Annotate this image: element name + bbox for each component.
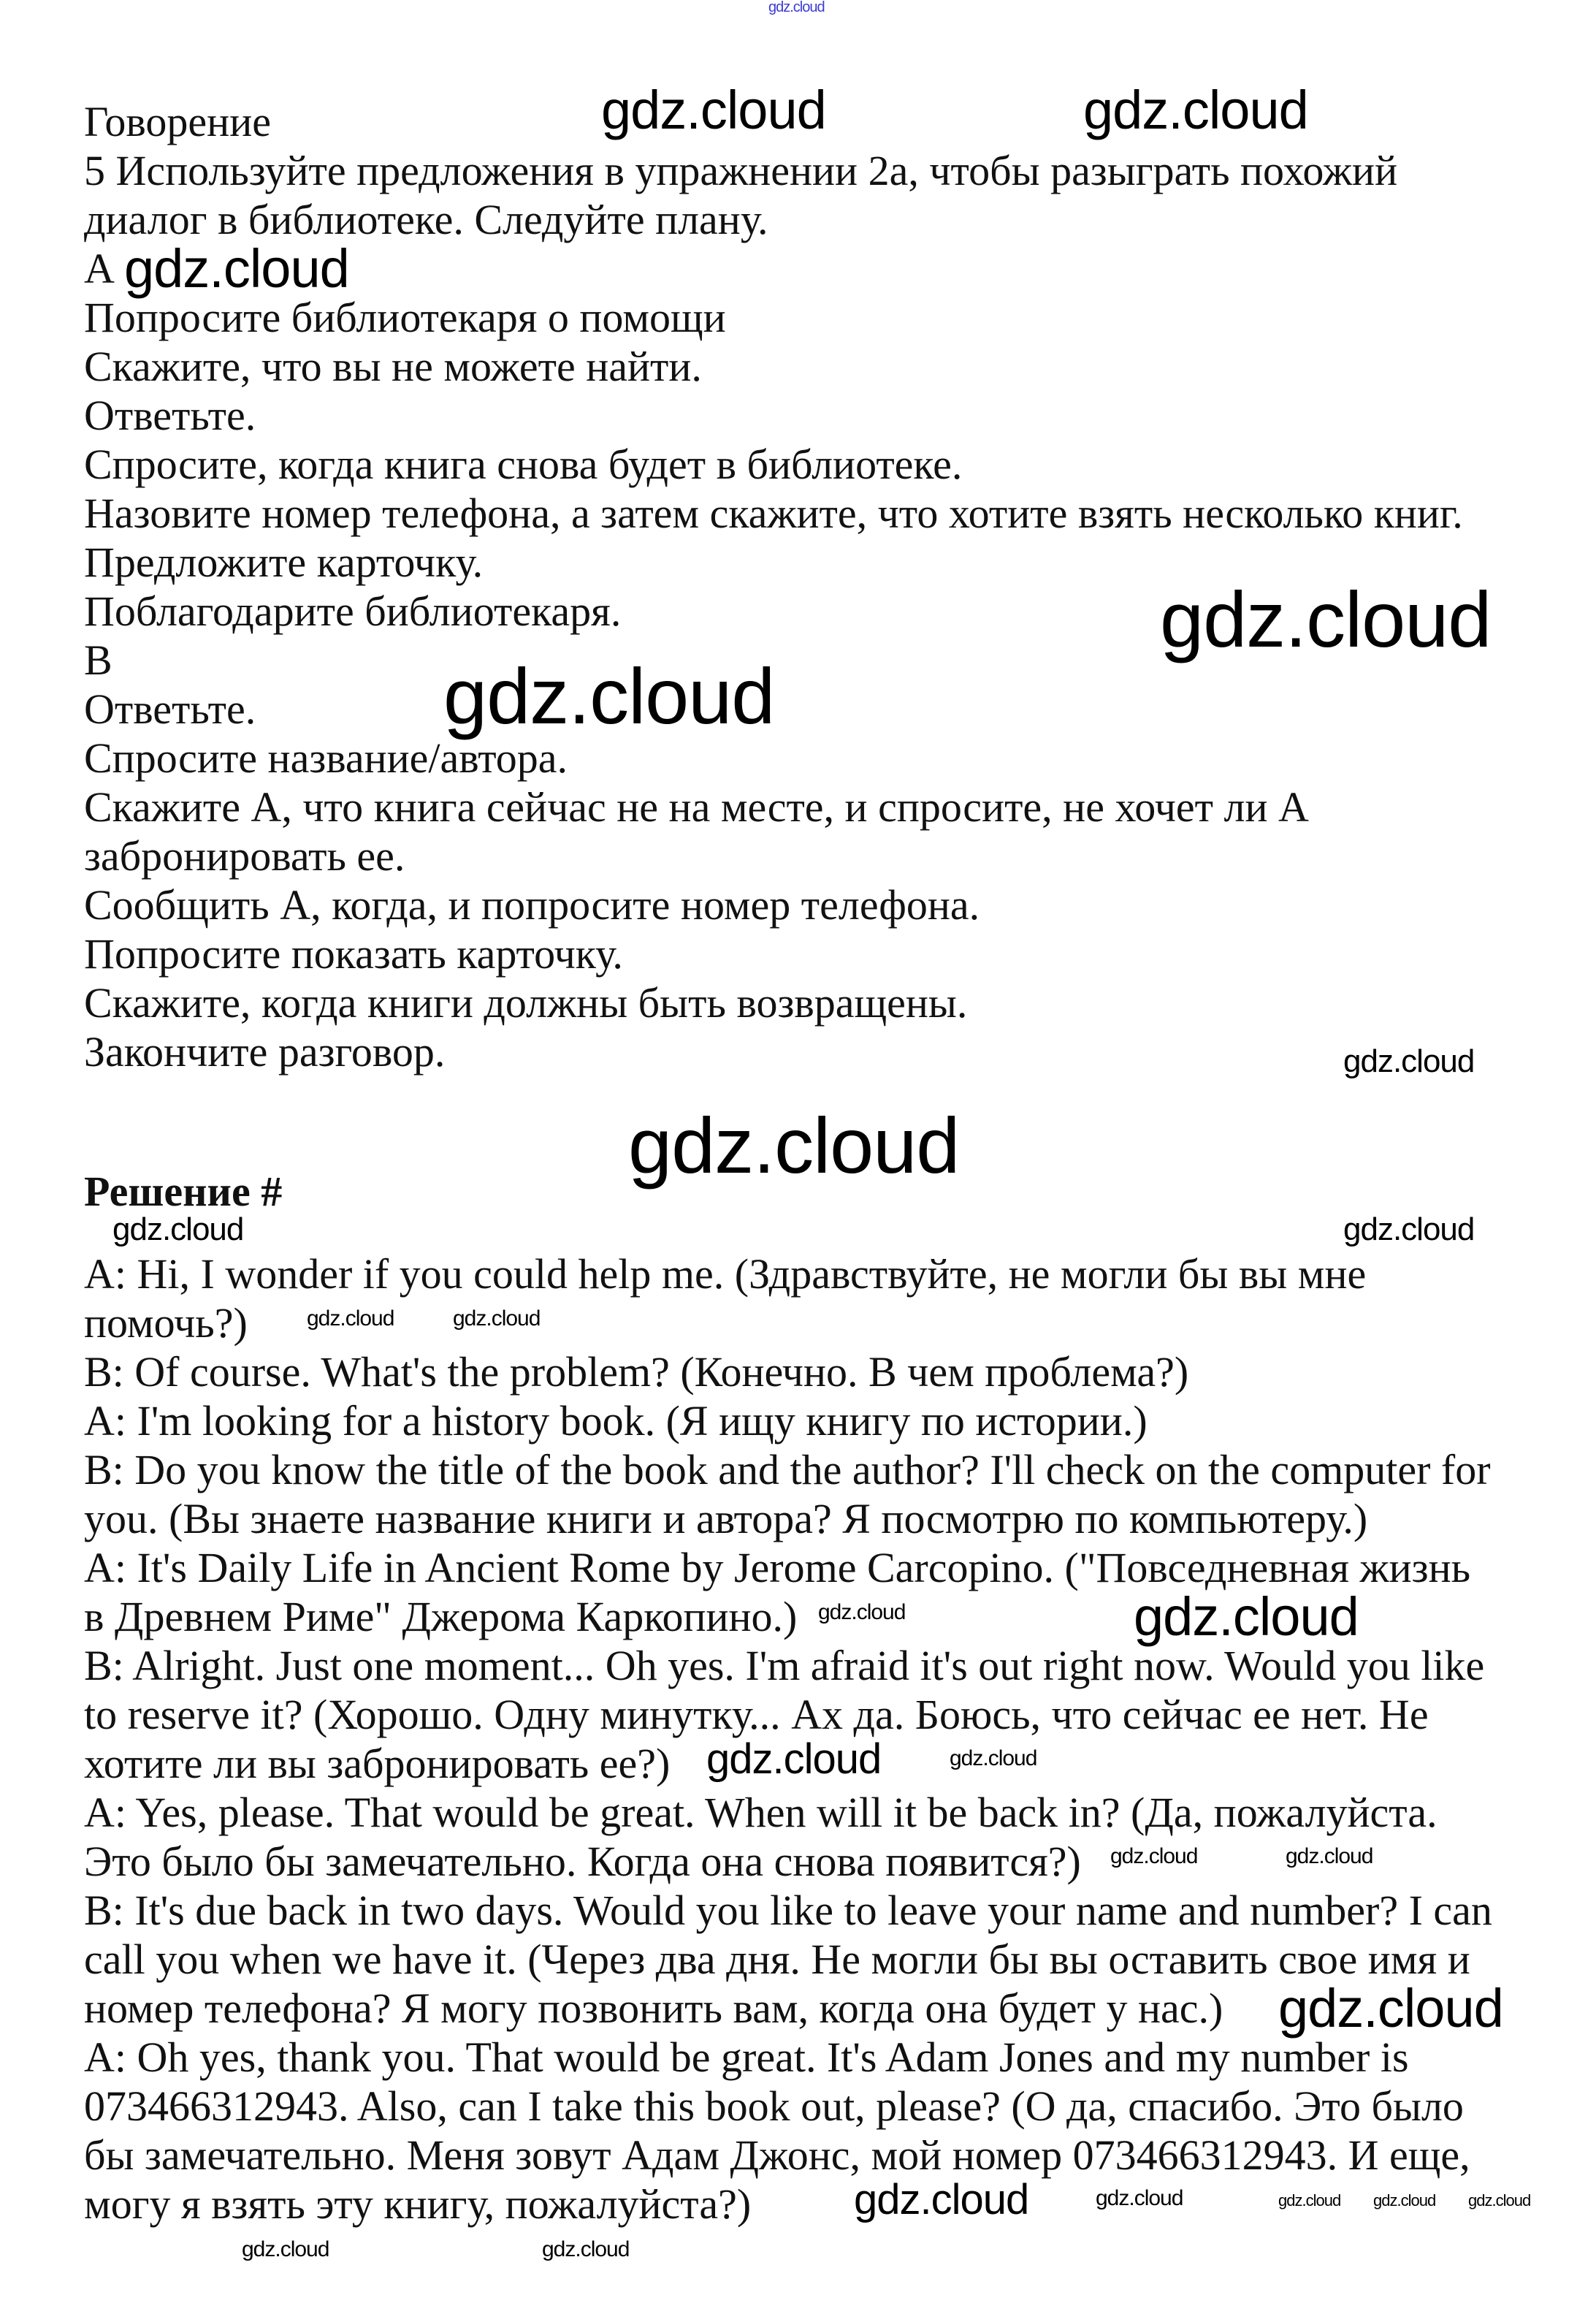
- dialogue-line: A: Hi, I wonder if you could help me. (Здравствуйте, не могли бы вы мне: [84, 1250, 1367, 1298]
- watermark: gdz.cloud: [601, 80, 826, 140]
- dialogue-line: 073466312943. Also, can I take this book out, please? (О да, спасибо. Это было: [84, 2082, 1464, 2130]
- watermark: gdz.cloud: [112, 1211, 244, 1247]
- dialogue-line: A: Yes, please. That would be great. When will it be back in? (Да, пожалуйста.: [84, 1789, 1437, 1836]
- dialogue-line: B: Do you know the title of the book and the author? I'll check on the computer for: [84, 1446, 1491, 1493]
- watermark: gdz.cloud: [242, 2237, 329, 2261]
- task-line: диалог в библиотеке. Следуйте плану.: [84, 196, 768, 243]
- watermark: gdz.cloud: [1134, 1586, 1359, 1647]
- dialogue-line: you. (Вы знаете название книги и автора? Я посмотрю по компьютеру.): [84, 1495, 1368, 1542]
- watermark: gdz.cloud: [768, 0, 825, 15]
- section-heading: Говорение: [84, 98, 271, 145]
- watermark: gdz.cloud: [307, 1306, 394, 1331]
- task-line: Скажите, когда книги должны быть возвращены.: [84, 979, 968, 1027]
- dialogue-line: могу я взять эту книгу, пожалуйста?): [84, 2180, 752, 2228]
- watermark: gdz.cloud: [706, 1735, 882, 1783]
- dialogue-line: call you when we have it. (Через два дня. Не могли бы вы оставить свое имя и: [84, 1936, 1470, 1983]
- dialogue-line: Это было бы замечательно. Когда она снова появится?): [84, 1838, 1081, 1885]
- task-line: Закончите разговор.: [84, 1028, 446, 1076]
- task-line: A: [84, 245, 115, 292]
- watermark: gdz.cloud: [542, 2237, 630, 2261]
- dialogue-line: бы замечательно. Меня зовут Адам Джонс, мой номер 073466312943. И еще,: [84, 2131, 1470, 2179]
- watermark: gdz.cloud: [453, 1306, 541, 1331]
- watermark: gdz.cloud: [1373, 2191, 1436, 2210]
- watermark: gdz.cloud: [854, 2176, 1029, 2223]
- task-line: B: [84, 636, 112, 684]
- task-line: Скажите, что вы не можете найти.: [84, 343, 702, 390]
- dialogue-line: A: Oh yes, thank you. That would be great. It's Adam Jones and my number is: [84, 2033, 1409, 2081]
- task-line: Спросите название/автора.: [84, 734, 568, 782]
- watermark: gdz.cloud: [1110, 1844, 1198, 1868]
- watermark: gdz.cloud: [1160, 575, 1492, 663]
- watermark: gdz.cloud: [1468, 2191, 1531, 2210]
- watermark: gdz.cloud: [950, 1746, 1037, 1770]
- task-line: Попросите показать карточку.: [84, 930, 623, 978]
- watermark: gdz.cloud: [818, 1600, 906, 1624]
- task-line: Ответьте.: [84, 392, 256, 439]
- task-line: Сообщить А, когда, и попросите номер телефона.: [84, 881, 980, 929]
- task-line: Назовите номер телефона, а затем скажите, что хотите взять несколько книг.: [84, 490, 1463, 537]
- task-line: Предложите карточку.: [84, 538, 484, 586]
- watermark: gdz.cloud: [1278, 1978, 1503, 2039]
- dialogue-line: B: Of course. What's the problem? (Конечно. В чем проблема?): [84, 1348, 1189, 1396]
- solution-title: Решение #: [84, 1168, 283, 1215]
- dialogue-line: A: I'm looking for a history book. (Я ищу книгу по истории.): [84, 1397, 1148, 1445]
- dialogue-line: помочь?): [84, 1299, 248, 1347]
- watermark: gdz.cloud: [628, 1101, 960, 1190]
- watermark: gdz.cloud: [1286, 1844, 1373, 1868]
- dialogue-line: B: It's due back in two days. Would you like to leave your name and number? I can: [84, 1887, 1492, 1934]
- watermark: gdz.cloud: [1278, 2191, 1341, 2210]
- watermark: gdz.cloud: [1343, 1043, 1475, 1079]
- dialogue-line: B: Alright. Just one moment... Oh yes. I'm afraid it's out right now. Would you like: [84, 1642, 1485, 1689]
- task-line: 5 Используйте предложения в упражнении 2а, чтобы разыграть похожий: [84, 147, 1398, 194]
- watermark: gdz.cloud: [1343, 1211, 1475, 1247]
- task-line: Скажите А, что книга сейчас не на месте, и спросите, не хочет ли А: [84, 783, 1309, 831]
- watermark: gdz.cloud: [1096, 2186, 1183, 2210]
- task-line: Спросите, когда книга снова будет в библиотеке.: [84, 441, 963, 488]
- dialogue-line: to reserve it? (Хорошо. Одну минутку... Ах да. Боюсь, что сейчас ее нет. Не: [84, 1691, 1429, 1738]
- watermark: gdz.cloud: [1083, 80, 1308, 140]
- task-line: Ответьте.: [84, 685, 256, 733]
- dialogue-line: в Древнем Риме" Джерома Каркопино.): [84, 1593, 798, 1640]
- task-line: Поблагодарите библиотекаря.: [84, 587, 622, 635]
- dialogue-line: A: It's Daily Life in Ancient Rome by Jerome Carcopino. ("Повседневная жизнь: [84, 1544, 1471, 1591]
- task-line: забронировать ее.: [84, 832, 405, 880]
- task-line: Попросите библиотекаря о помощи: [84, 294, 726, 341]
- dialogue-line: хотите ли вы забронировать ее?): [84, 1740, 671, 1787]
- watermark: gdz.cloud: [443, 652, 775, 740]
- watermark: gdz.cloud: [124, 238, 349, 299]
- dialogue-line: номер телефона? Я могу позвонить вам, когда она будет у нас.): [84, 1984, 1223, 2032]
